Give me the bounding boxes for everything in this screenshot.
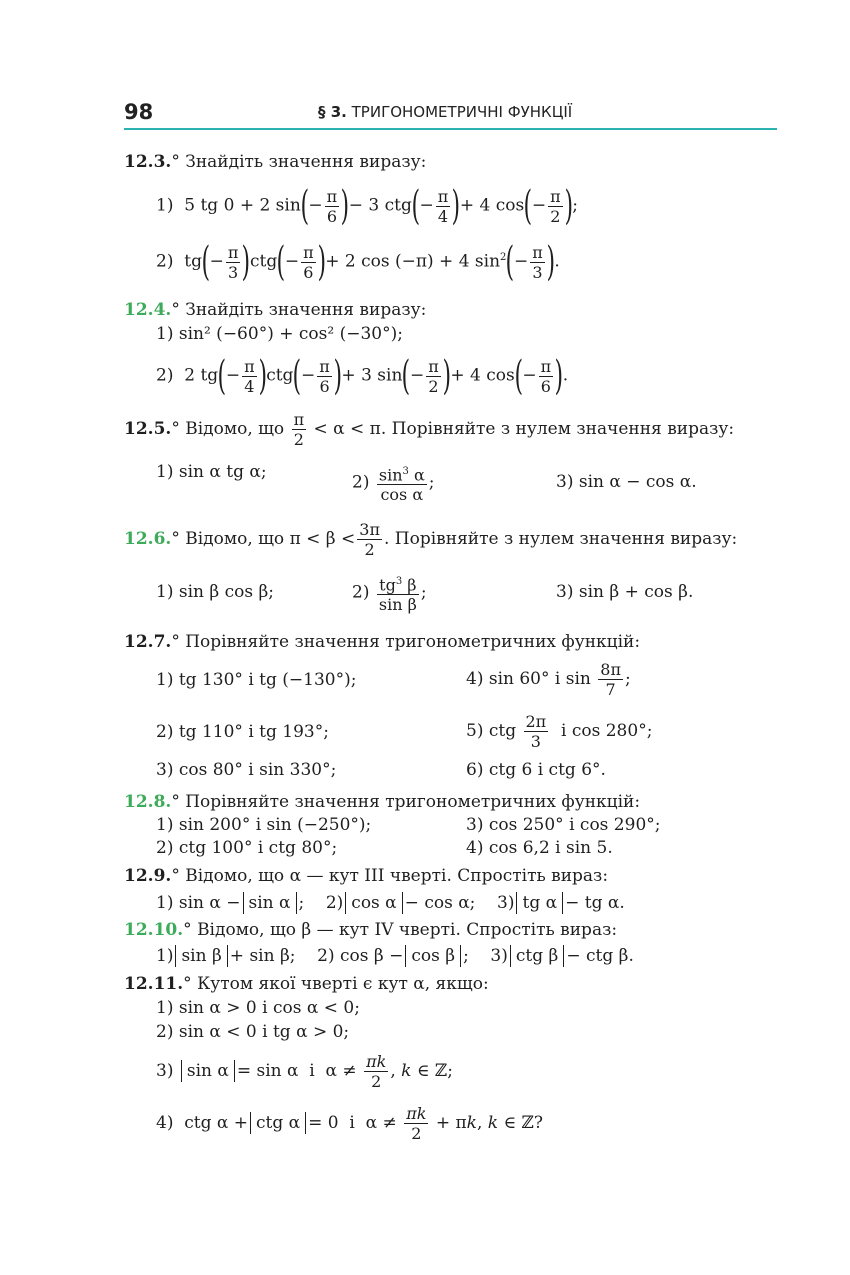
problem-12-5-item-2: 2) $\frac{\sin^3 \alpha}{\text{cos α}}$ ;	[352, 462, 435, 504]
problem-12-4-item-2: 2) 2 tg(− $\frac{\pi}{4}$ )ctg(− $\frac{\pi}{6}$ )+ 3 sin(− $\frac{\pi}{2}$ )+ 4 cos(− $\frac{\pi}{6}$ ).	[156, 353, 569, 399]
problem-12-10-items: 1) sin β + sin β; 2) cos β − cos β ; 3) ctg β − ctg β.	[156, 946, 634, 966]
problem-12-7-item-4: 4) sin 60° і sin $\frac{8\pi}{7}$ ;	[466, 660, 631, 699]
problem-12-11-item-1: 1) sin α > 0 і cos α < 0;	[156, 998, 360, 1018]
problem-12-8: 12.8.° Порівняйте значення тригонометричних функцій:	[124, 792, 641, 812]
problem-12-4: 12.4.° Знайдіть значення виразу:	[124, 300, 427, 320]
problem-12-11-item-2: 2) sin α < 0 і tg α > 0;	[156, 1022, 350, 1042]
header-divider	[124, 128, 777, 130]
problem-12-9: 12.9.° Відомо, що α — кут III чверті. Спростіть вираз:	[124, 866, 609, 886]
problem-12-3-item-1: 1) 5 tg 0 + 2 sin(− $\frac{\pi}{6}$ )− 3 ctg(− $\frac{\pi}{4}$ )+ 4 cos(− $\frac{\pi}{2}$ );	[156, 183, 578, 229]
problem-12-7-item-1: 1) tg 130° і tg (−130°);	[156, 670, 357, 690]
problem-12-8-item-4: 4) cos 6,2 і sin 5.	[466, 838, 613, 858]
problem-12-6-item-1: 1) sin β cos β;	[156, 582, 275, 602]
problem-12-7-item-3: 3) cos 80° і sin 330°;	[156, 760, 337, 780]
problem-12-4-item-1: 1) sin² (−60°) + cos² (−30°);	[156, 324, 403, 344]
page-number: 98	[124, 100, 154, 124]
problem-12-7-item-6: 6) ctg 6 і ctg 6°.	[466, 760, 606, 780]
problem-12-8-item-1: 1) sin 200° і sin (−250°);	[156, 815, 372, 835]
problem-12-6-item-2: 2) $\frac{tg^3 \beta}{\text{sin β}}$ ;	[352, 572, 427, 614]
problem-12-5-items: 1) sin α tg α;	[156, 462, 267, 482]
problem-12-9-items: 1) sin α − sin α ; 2) cos α − cos α; 3) tg α − tg α.	[156, 893, 625, 913]
problem-12-7: 12.7.° Порівняйте значення тригонометричних функцій:	[124, 632, 641, 652]
problem-12-7-item-2: 2) tg 110° і tg 193°;	[156, 722, 329, 742]
problem-12-5: 12.5.° Відомо, що $\frac{\pi}{2}$ < α < π. Порівняйте з нулем значення виразу:	[124, 410, 735, 449]
problem-12-11-item-3: 3) sin α = sin α і α ≠ $\frac{\pi k}{2}$ , k ∈ ℤ;	[156, 1052, 453, 1091]
problem-12-8-item-2: 2) ctg 100° і ctg 80°;	[156, 838, 338, 858]
problem-12-3-item-2: 2) tg(− $\frac{\pi}{3}$ )ctg(− $\frac{\pi}{6}$ )+ 2 cos (−π) + 4 $\sin^2(-$ $\frac{\pi}{3}$ ).	[156, 239, 560, 285]
problem-12-6: 12.6.° Відомо, що π < β < $\frac{3\pi}{2}$ . Порівняйте з нулем значення виразу:	[124, 520, 738, 559]
problem-12-11-item-4: 4) ctg α + ctg α = 0 і α ≠ $\frac{\pi k}{2}$ + πk, k ∈ ℤ?	[156, 1104, 544, 1143]
problem-12-5-item-3: 3) sin α − cos α.	[556, 472, 697, 492]
problem-12-7-item-5: 5) ctg $\frac{2\pi}{3}$ і cos 280°;	[466, 712, 653, 751]
problem-12-10: 12.10.° Відомо, що β — кут IV чверті. Спростіть вираз:	[124, 920, 618, 940]
problem-12-3: 12.3.° Знайдіть значення виразу:	[124, 152, 427, 172]
problem-12-6-item-3: 3) sin β + cos β.	[556, 582, 694, 602]
section-title: § 3. ТРИГОНОМЕТРИЧНІ ФУНКЦІЇ	[318, 103, 573, 121]
problem-12-11: 12.11.° Кутом якої чверті є кут α, якщо:	[124, 974, 489, 994]
problem-12-8-item-3: 3) cos 250° і cos 290°;	[466, 815, 661, 835]
